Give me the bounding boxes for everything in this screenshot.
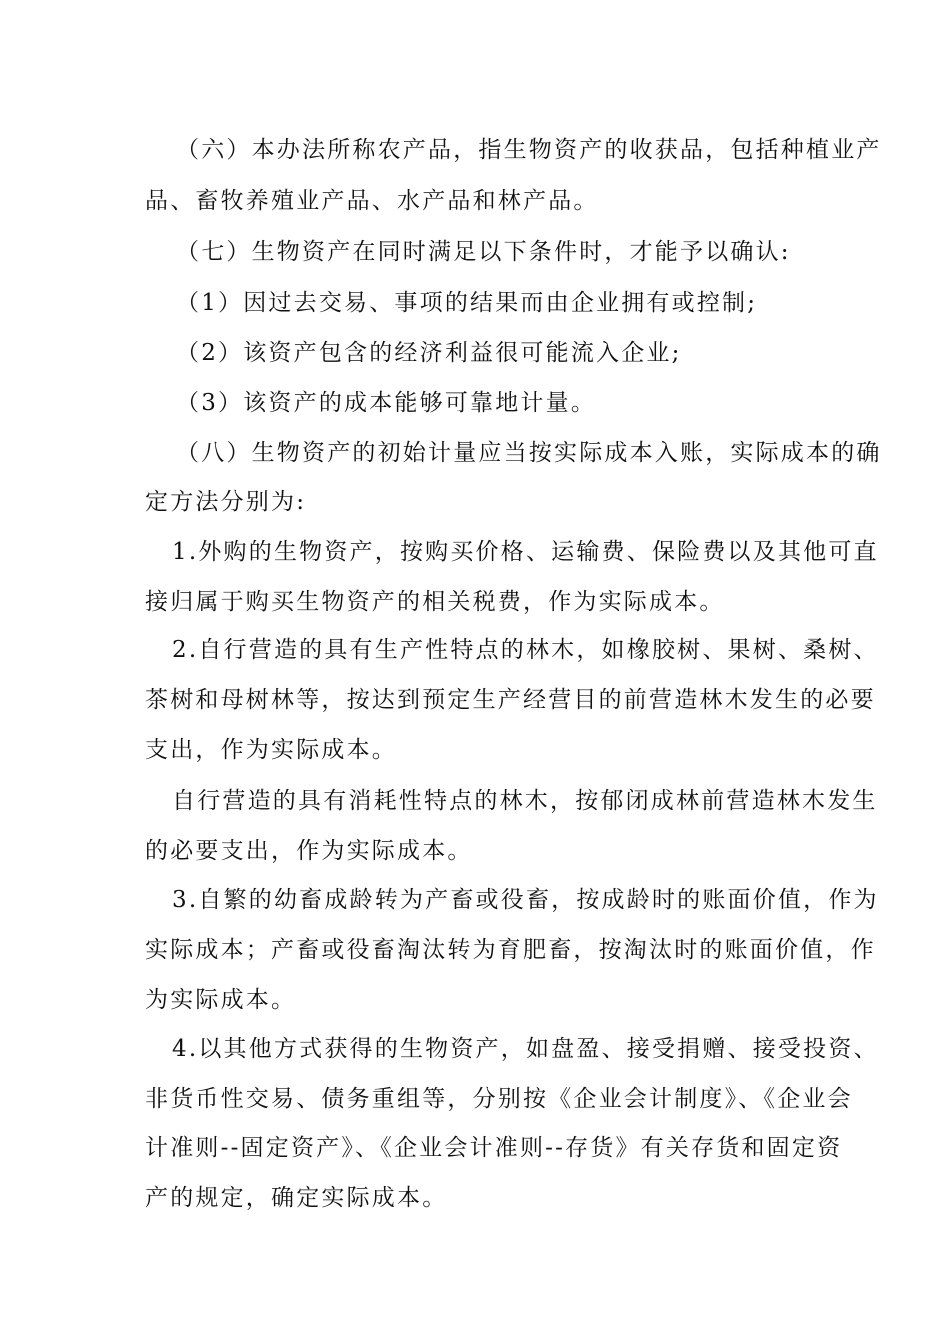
item-2-line-1: 2.自行营造的具有生产性特点的林木，如橡胶树、果树、桑树、 <box>172 637 879 663</box>
item-2-line-3: 支出，作为实际成本。 <box>145 737 397 763</box>
condition-1: （1）因过去交易、事项的结果而由企业拥有或控制; <box>176 290 758 316</box>
item-1-line-1: 1.外购的生物资产，按购买价格、运输费、保险费以及其他可直 <box>172 539 879 565</box>
condition-3: （3）该资产的成本能够可靠地计量。 <box>176 390 597 416</box>
paragraph-8-line-2: 定方法分别为: <box>145 489 307 515</box>
item-2b-line-1: 自行营造的具有消耗性特点的林木，按郁闭成林前营造林木发生 <box>172 788 878 814</box>
item-3-line-1: 3.自繁的幼畜成龄转为产畜或役畜，按成龄时的账面价值，作为 <box>172 887 879 913</box>
item-1-line-2: 接归属于购买生物资产的相关税费，作为实际成本。 <box>145 589 725 615</box>
item-4-line-4: 产的规定，确定实际成本。 <box>145 1185 448 1211</box>
paragraph-6-line-1: （六）本办法所称农产品，指生物资产的收获品，包括种植业产 <box>176 137 882 163</box>
condition-2: （2）该资产包含的经济利益很可能流入企业; <box>176 340 682 366</box>
item-4-line-1: 4.以其他方式获得的生物资产，如盘盈、接受捐赠、接受投资、 <box>172 1036 879 1062</box>
paragraph-8-line-1: （八）生物资产的初始计量应当按实际成本入账，实际成本的确 <box>176 440 882 466</box>
item-4-line-3: 计准则--固定资产》、《企业会计准则--存货》有关存货和固定资 <box>145 1135 843 1161</box>
item-2-line-2: 茶树和母树林等，按达到预定生产经营目的前营造林木发生的必要 <box>145 687 876 713</box>
item-2b-line-2: 的必要支出，作为实际成本。 <box>145 838 473 864</box>
paragraph-7-line-1: （七）生物资产在同时满足以下条件时，才能予以确认: <box>176 239 791 265</box>
item-4-line-2: 非货币性交易、债务重组等，分别按《企业会计制度》、《企业会 <box>145 1086 853 1112</box>
item-3-line-2: 实际成本；产畜或役畜淘汰转为育肥畜，按淘汰时的账面价值，作 <box>145 937 876 963</box>
paragraph-6-line-2: 品、畜牧养殖业产品、水产品和林产品。 <box>145 188 599 214</box>
item-3-line-3: 为实际成本。 <box>145 987 297 1013</box>
